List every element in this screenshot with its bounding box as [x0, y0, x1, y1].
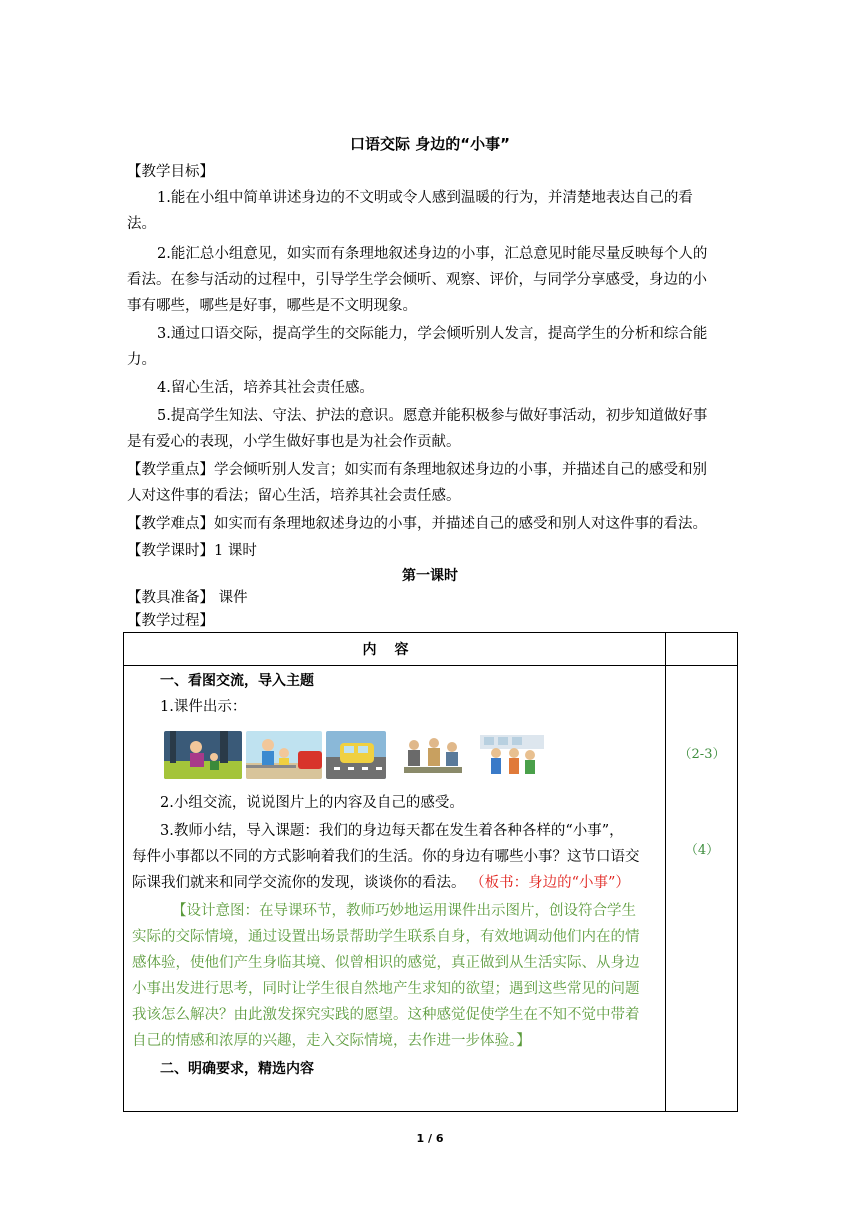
table-header-content: 内容: [362, 642, 427, 658]
step-3-line-1: 3.教师小结，导入课题：我们的身边每天都在发生着各种各样的“小事”，: [160, 823, 624, 839]
page-title: 口语交际 身边的“小事”: [350, 135, 510, 153]
section-2-heading: 二、明确要求，精选内容: [160, 1061, 314, 1077]
column-divider: [665, 633, 666, 1111]
design-intent-line-4: 小事出发进行思考，同时让学生很自然地产生求知的欲望；遇到这些常见的问题: [132, 981, 640, 997]
objective-2-line-2: 看法。在参与活动的过程中，引导学生学会倾听、观察、评价，与同学分享感受，身边的小: [127, 272, 707, 288]
illustration-1: [164, 731, 242, 779]
class-hours: 【教学课时】1 课时: [127, 543, 257, 559]
illustration-2: [246, 731, 322, 779]
objective-3-line-2: 力。: [127, 352, 156, 368]
lesson-title: 第一课时: [402, 568, 458, 584]
section-1-heading: 一、看图交流，导入主题: [160, 673, 314, 689]
time-note-1: （2-3）: [678, 747, 726, 762]
step-2: 2.小组交流，说说图片上的内容及自己的感受。: [160, 795, 464, 811]
objective-2-line-3: 事有哪些，哪些是好事，哪些是不文明现象。: [127, 298, 417, 314]
design-intent-line-6: 自己的情感和浓厚的兴趣，走入交际情境，去作进一步体验。】: [132, 1033, 531, 1049]
design-intent-line-5: 我该怎么解决？由此激发探究实践的愿望。这种感觉促使学生在不知不觉中带着: [132, 1007, 640, 1023]
illustration-5: [480, 731, 544, 779]
materials: 【教具准备】 课件: [127, 590, 248, 606]
key-points-line-1: 【教学重点】学会倾听别人发言；如实而有条理地叙述身边的小事，并描述自己的感受和别: [127, 462, 707, 478]
objective-4: 4.留心生活，培养其社会责任感。: [157, 380, 374, 396]
objective-3-line-1: 3.通过口语交际，提高学生的交际能力，学会倾听别人发言，提高学生的分析和综合能: [157, 326, 708, 342]
design-intent-line-1: 【设计意图：在导课环节，教师巧妙地运用课件出示图片，创设符合学生: [172, 903, 636, 919]
objective-1-line-1: 1.能在小组中简单讲述身边的不文明或令人感到温暖的行为，并清楚地表达自己的看: [157, 190, 693, 206]
design-intent-line-2: 实际的交际情境，通过设置出场景帮助学生联系自身，有效地调动他们内在的情: [132, 929, 640, 945]
step-1: 1.课件出示：: [160, 699, 247, 715]
illustration-4: [400, 731, 466, 779]
objective-5-line-1: 5.提高学生知法、守法、护法的意识。愿意并能积极参与做好事活动，初步知道做好事: [157, 408, 708, 424]
board-note: （板书：身边的“小事”）: [470, 875, 630, 891]
step-3-line-2: 每件小事都以不同的方式影响着我们的生活。你的身边有哪些小事？这节口语交: [132, 849, 640, 865]
step-3-line-3: 际课我们就来和同学交流你的发现，谈谈你的看法。 （板书：身边的“小事”）: [132, 875, 630, 891]
difficulty: 【教学难点】如实而有条理地叙述身边的小事，并描述自己的感受和别人对这件事的看法。: [127, 516, 707, 532]
objectives-heading: 【教学目标】: [127, 164, 214, 180]
design-intent-line-3: 感体验，使他们产生身临其境、似曾相识的感觉，真正做到从生活实际、从身边: [132, 955, 640, 971]
time-note-2: （4）: [684, 843, 720, 858]
objective-2-line-1: 2.能汇总小组意见，如实而有条理地叙述身边的小事，汇总意见时能尽量反映每个人的: [157, 246, 708, 262]
illustration-3: [326, 731, 386, 779]
header-divider: [124, 665, 737, 666]
objective-1-line-2: 法。: [127, 216, 156, 232]
lesson-table: [123, 632, 738, 1112]
page-number: 1 / 6: [416, 1132, 444, 1145]
process-heading: 【教学过程】: [127, 613, 214, 629]
objective-5-line-2: 是有爱心的表现，小学生做好事也是为社会作贡献。: [127, 434, 461, 450]
key-points-line-2: 人对这件事的看法；留心生活，培养其社会责任感。: [127, 488, 461, 504]
